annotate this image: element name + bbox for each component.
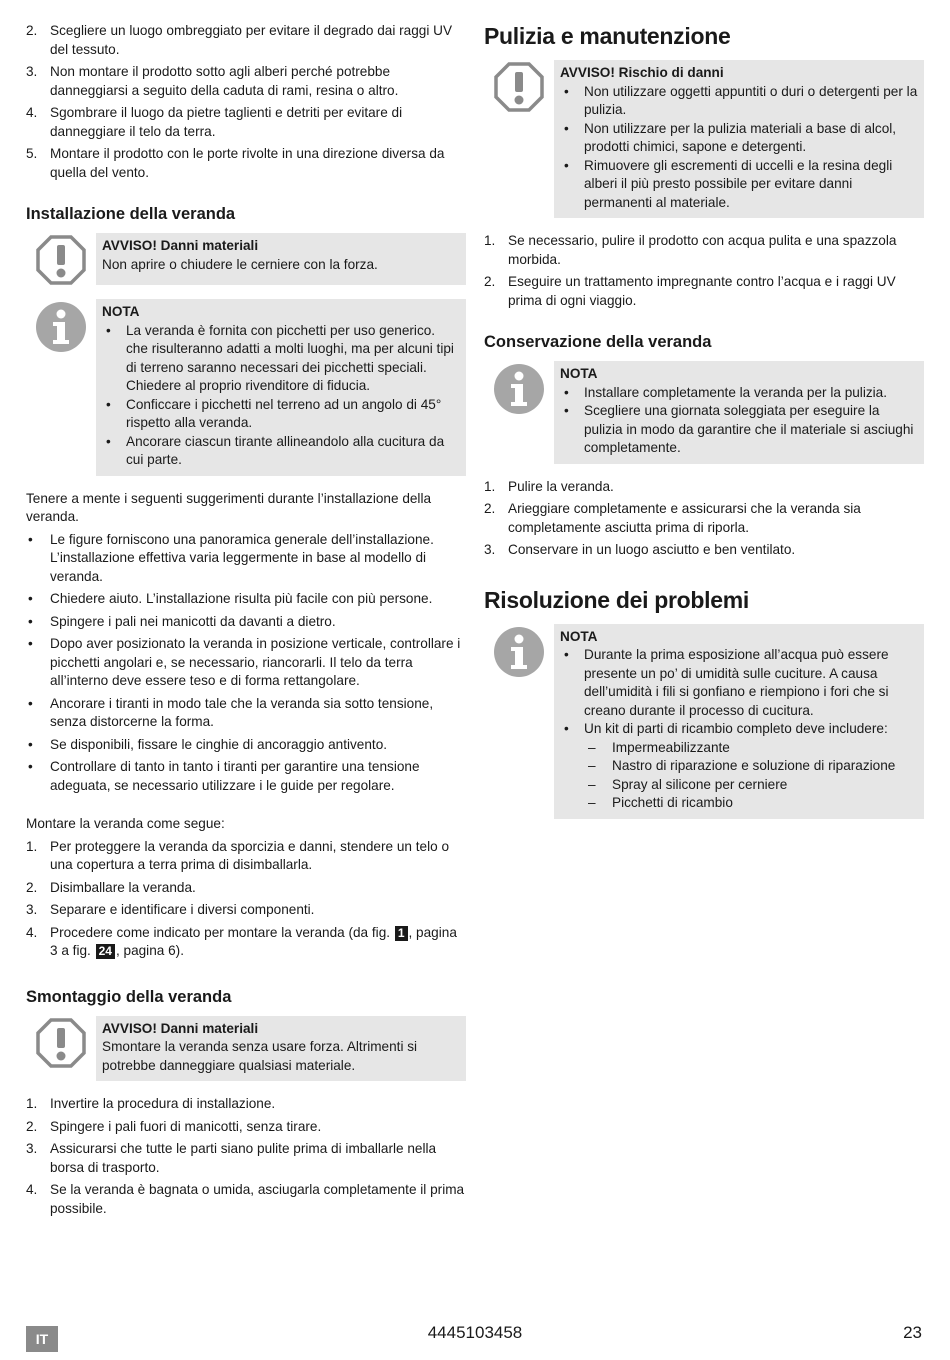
page-footer [0, 1320, 950, 1360]
figure-ref-badge: 24 [96, 944, 115, 959]
note-box [96, 299, 466, 476]
note-box [554, 361, 924, 464]
warning-box [554, 60, 924, 218]
list-item: 2. Disimballare la veranda. [26, 879, 196, 895]
list-item: – Picchetti di ricambio [560, 794, 918, 813]
list-item: • Rimuovere gli escrementi di uccelli e la resina degli alberi il più presto possibile per evitare danni permanenti al materiale. [560, 157, 918, 213]
document-number: 4445103458 [427, 1323, 523, 1342]
list-item: 2. Spingere i pali fuori di manicotti, senza tirare. [26, 1118, 322, 1134]
warning-box [96, 1016, 466, 1082]
warning-box [96, 233, 466, 285]
list-item: • Un kit di parti di ricambio completo deve includere: [560, 720, 918, 739]
list-item: 3. Separare e identificare i diversi componenti. [26, 902, 315, 917]
list-item: 3. Conservare in un luogo asciutto e ben ventilato. [484, 542, 796, 557]
warning-title: AVVISO! Danni materiali [102, 1020, 259, 1036]
list-item: 2. Scegliere un luogo ombreggiato per evitare il degrado dai raggi UV del tessuto. [26, 23, 453, 57]
clean-warning [484, 60, 924, 218]
list-item: 2. Arieggiare completamente e assicurarsi che la veranda sia completamente asciutta prima di riporla. [484, 501, 861, 535]
list-item: • Durante la prima esposizione all’acqua può essere presente un po’ di umidità sulle cuciture. A causa dell’umidità i fili si gonfiano e riempiono i fori che si creano durante il processo di cucitura. [560, 646, 918, 720]
dismount-heading: Smontaggio della veranda [26, 987, 232, 1006]
install-warning [26, 233, 466, 285]
list-item: – Impermeabilizzante [560, 739, 918, 758]
storage-note [484, 361, 924, 464]
install-heading: Installazione della veranda [26, 205, 236, 223]
trouble-note [484, 624, 924, 819]
tips-intro: Tenere a mente i seguenti suggerimenti durante l’installazione della veranda. [26, 490, 432, 524]
mount-intro: Montare la veranda come segue: [26, 816, 225, 831]
figure-ref-badge: 1 [395, 926, 408, 941]
note-box [554, 624, 924, 819]
note-title: NOTA [102, 304, 140, 319]
note-title: NOTA [560, 628, 598, 644]
tips-list [26, 531, 466, 796]
list-item: 3. Assicurarsi che tutte le parti siano pulite prima di imballarle nella borsa di trasporto. [26, 1141, 437, 1175]
storage-steps [484, 478, 924, 560]
list-item: • Conficcare i picchetti nel terreno ad un angolo di 45° rispetto alla veranda. [102, 396, 460, 433]
list-item: – Nastro di riparazione e soluzione di riparazione [560, 757, 918, 776]
list-item: • Chiedere aiuto. L’installazione risulta più facile con più persone. [26, 590, 466, 609]
info-circle-icon [484, 624, 554, 819]
site-list [26, 22, 466, 182]
list-item: • Ancorare i tiranti in modo tale che la veranda sia sotto tensione, senza distorcerne la forma. [26, 695, 466, 732]
list-item: • Spingere i pali nei manicotti da davanti a dietro. [26, 613, 466, 632]
left-column [26, 22, 466, 1222]
list-item: • Installare completamente la veranda per la pulizia. [560, 384, 918, 403]
list-item: • Scegliere una giornata soleggiata per eseguire la pulizia in modo da garantire che il materiale si asciughi completamente. [560, 402, 918, 458]
list-item: 1. Se necessario, pulire il prodotto con acqua pulita e una spazzola morbida. [484, 233, 897, 267]
list-item: • Le figure forniscono una panoramica generale dell’installazione. L’installazione effettiva varia leggermente in base al modello di veranda. [26, 531, 466, 587]
warning-octagon-icon [26, 1016, 96, 1082]
warning-octagon-icon [26, 233, 96, 285]
right-column [484, 22, 924, 833]
clean-heading: Pulizia e manutenzione [484, 23, 731, 49]
list-item: • Ancorare ciascun tirante allineandolo alla cucitura da cui parte. [102, 433, 460, 470]
list-item: • Dopo aver posizionato la veranda in posizione verticale, controllare i picchetti angolari e, se necessario, riancorarli. Il telo da terra all’interno deve essere teso e di forma rettangolare. [26, 635, 466, 691]
page-number: 23 [903, 1323, 922, 1342]
list-item: • La veranda è fornita con picchetti per uso generico. che risulteranno adatti a molti luoghi, ma per alcuni tipi di terreno saranno necessari dei picchetti speciali. Chiedere al proprio rivenditore di fiducia. [102, 322, 460, 396]
dismount-steps [26, 1095, 466, 1218]
list-item: • Controllare di tanto in tanto i tiranti per garantire una tensione adeguata, se necessario utilizzare i le guide per regolare. [26, 758, 466, 795]
list-item: • Non utilizzare oggetti appuntiti o duri o detergenti per la pulizia. [560, 83, 918, 120]
warning-text: Non aprire o chiudere le cerniere con la forza. [102, 256, 378, 272]
trouble-heading: Risoluzione dei problemi [484, 586, 749, 613]
warning-octagon-icon [484, 60, 554, 218]
list-item: 1. Pulire la veranda. [484, 478, 614, 494]
install-note [26, 299, 466, 476]
mount-steps [26, 838, 466, 961]
list-item: 4. Procedere come indicato per montare la veranda (da fig. 1 , pagina 3 a fig. 24 , pagina 6). [26, 924, 457, 958]
list-item: 4. Sgombrare il luogo da pietre taglienti e detriti per evitare di danneggiare il telo da terra. [26, 105, 403, 139]
list-item: 1. Invertire la procedura di installazione. [26, 1096, 276, 1111]
note-title: NOTA [560, 366, 598, 381]
list-item: 3. Non montare il prodotto sotto agli alberi perché potrebbe danneggiarsi a seguito della caduta di rami, resina o altro. [26, 64, 399, 98]
storage-heading: Conservazione della veranda [484, 333, 712, 351]
warning-text: Smontare la veranda senza usare forza. Altrimenti si potrebbe danneggiare qualsiasi materiale. [102, 1039, 418, 1073]
list-item: 4. Se la veranda è bagnata o umida, asciugarla completamente il prima possibile. [26, 1182, 465, 1216]
list-item: 5. Montare il prodotto con le porte rivolte in una direzione diversa da quella del vento. [26, 146, 445, 180]
language-badge: IT [26, 1326, 58, 1352]
dismount-warning [26, 1016, 466, 1082]
list-item: • Non utilizzare per la pulizia materiali a base di alcol, prodotti chimici, sapone e detergenti. [560, 120, 918, 157]
list-item: – Spray al silicone per cerniere [560, 776, 918, 795]
warning-title: AVVISO! Rischio di danni [560, 65, 724, 80]
clean-steps [484, 232, 924, 310]
list-item: • Se disponibili, fissare le cinghie di ancoraggio antivento. [26, 736, 466, 755]
info-circle-icon [26, 299, 96, 476]
list-item: 2. Eseguire un trattamento impregnante contro l’acqua e i raggi UV prima di ogni viaggio. [484, 274, 896, 308]
spare-parts-list [560, 739, 918, 813]
info-circle-icon [484, 361, 554, 464]
list-item: 1. Per proteggere la veranda da sporcizia e danni, stendere un telo o una copertura a terra prima di disimballarla. [26, 838, 450, 872]
warning-title: AVVISO! Danni materiali [102, 238, 259, 253]
